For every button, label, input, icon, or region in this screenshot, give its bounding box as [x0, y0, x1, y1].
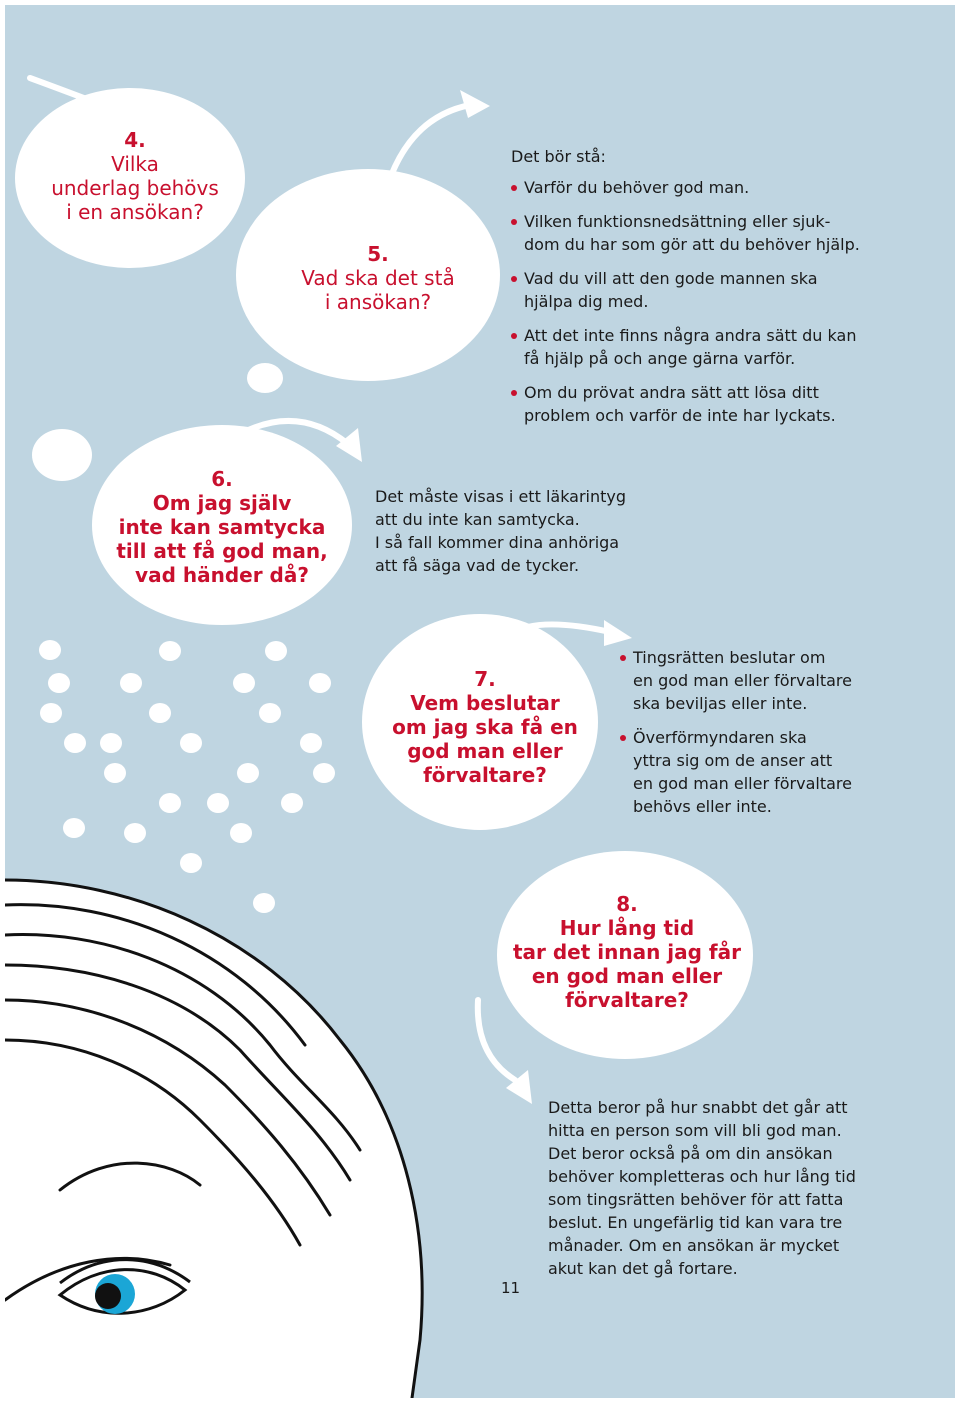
question-8-heading: 8. Hur lång tid tar det innan jag får en god man eller förvaltare?	[497, 892, 757, 1012]
question-6-heading: 6. Om jag själv inte kan samtycka till att få god man, vad händer då?	[97, 467, 347, 587]
question-6-number: 6.	[211, 467, 233, 491]
list-item: Vilken funktionsnedsättning eller sjuk- dom du har som gör att du behöver hjälp.	[511, 210, 951, 256]
eye-pupil	[95, 1283, 121, 1309]
page-number: 11	[501, 1279, 521, 1297]
question-7-heading: 7. Vem beslutar om jag ska få en god man eller förvaltare?	[365, 667, 605, 787]
answer-7	[620, 646, 940, 829]
list-item: Om du prövat andra sätt att lösa ditt problem och varför de inte har lyckats.	[511, 381, 951, 427]
list-item: Överförmyndaren ska yttra sig om de anser att en god man eller förvaltare behövs eller inte.	[620, 726, 940, 818]
list-item: Vad du vill att den gode mannen ska hjälpa dig med.	[511, 267, 951, 313]
answer-5-list	[511, 176, 951, 427]
question-5-number: 5.	[367, 242, 389, 266]
answer-8: Detta beror på hur snabbt det går att hitta en person som vill bli god man. Det beror också på om din ansökan behöver kompletteras och hur lång tid som tingsrätten behöver för att fatta beslut. En ungefärlig tid kan vara tre månader. Om en ansökan är mycket akut kan det gå fortare.	[548, 1098, 856, 1278]
question-4-number: 4.	[124, 128, 146, 152]
answer-5-intro: Det bör stå:	[511, 147, 606, 166]
answer-5	[511, 145, 951, 438]
question-4-heading: 4. Vilka underlag behövs i en ansökan?	[25, 128, 245, 224]
question-5-heading: 5. Vad ska det stå i ansökan?	[263, 242, 493, 314]
list-item: Tingsrätten beslutar om en god man eller förvaltare ska beviljas eller inte.	[620, 646, 940, 715]
list-item: Att det inte finns några andra sätt du kan få hjälp på och ange gärna varför.	[511, 324, 951, 370]
list-item: Varför du behöver god man.	[511, 176, 951, 199]
question-8-number: 8.	[616, 892, 638, 916]
answer-7-list	[620, 646, 940, 818]
question-7-number: 7.	[474, 667, 496, 691]
page-panel	[5, 5, 955, 1398]
answer-6: Det måste visas i ett läkarintyg att du inte kan samtycka. I så fall kommer dina anhöriga att få säga vad de tycker.	[375, 487, 627, 575]
